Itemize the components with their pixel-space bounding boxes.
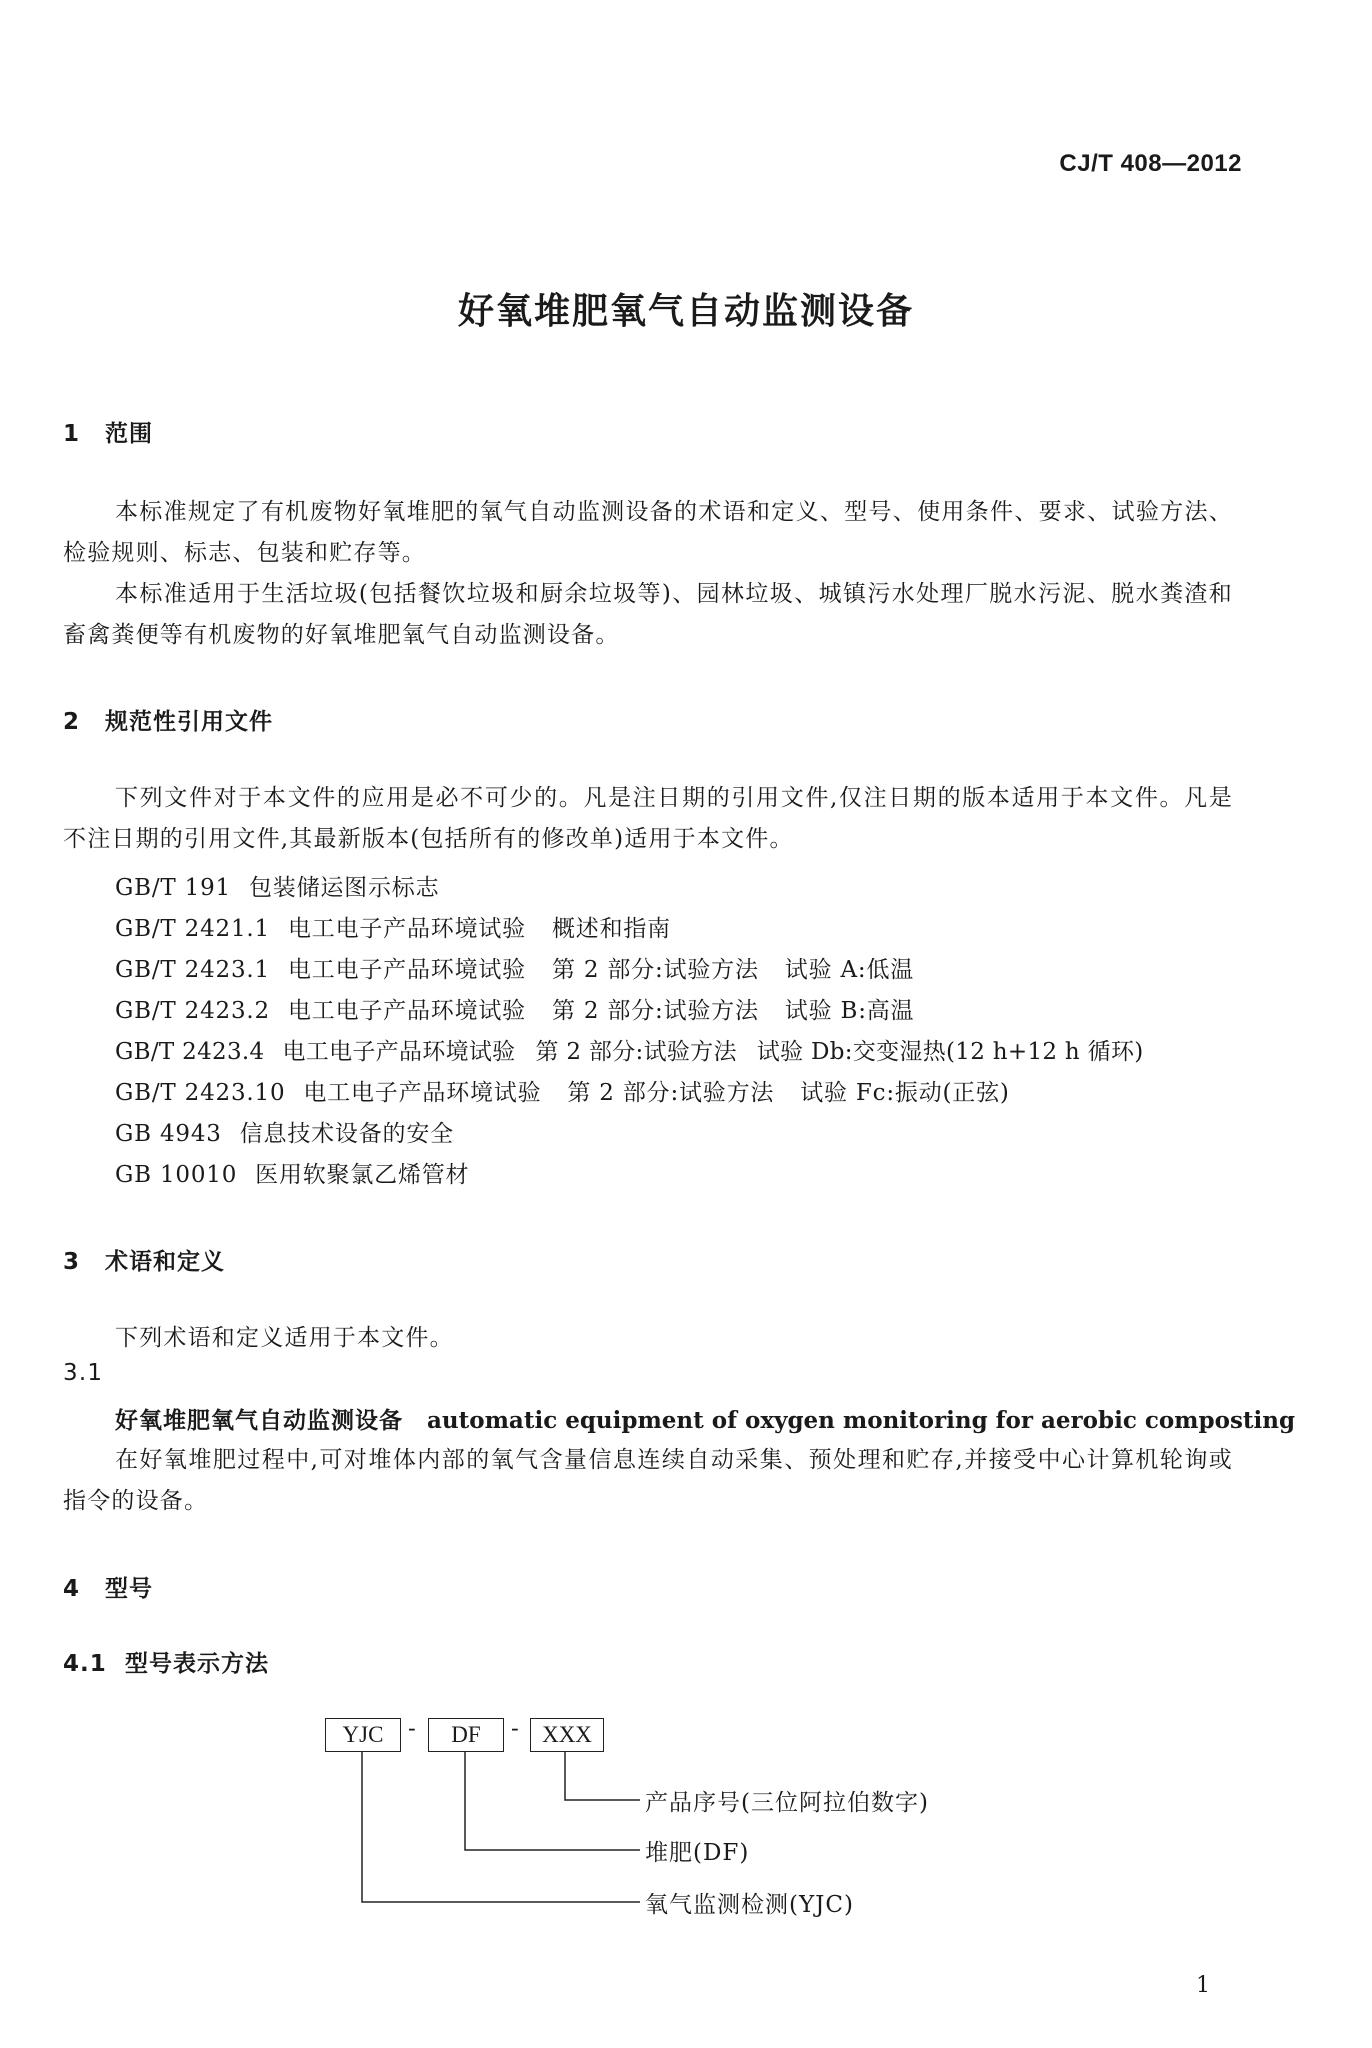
label-oxygen-monitoring: 氧气监测检测(YJC): [645, 1892, 854, 1918]
reference-method: 试验 B:高温: [784, 998, 915, 1024]
reference-code: GB/T 2421.1: [115, 916, 270, 942]
term-chinese: 好氧堆肥氧气自动监测设备: [115, 1408, 403, 1434]
standard-code: CJ/T 408—2012: [1059, 150, 1242, 177]
section-title: 型号: [105, 1576, 153, 1602]
label-product-serial: 产品序号(三位阿拉伯数字): [645, 1790, 929, 1816]
reference-title: 电工电子产品环境试验: [287, 998, 526, 1024]
designation-box-df: DF: [428, 1718, 504, 1752]
terms-intro: 下列术语和定义适用于本文件。: [115, 1325, 454, 1351]
section-title: 范围: [105, 421, 153, 447]
page-number: 1: [1196, 1973, 1210, 1998]
reference-code: GB/T 2423.1: [115, 957, 270, 983]
reference-part: 第 2 部分:试验方法: [551, 957, 759, 983]
paragraph: 本标准适用于生活垃圾(包括餐饮垃圾和厨余垃圾等)、园林垃圾、城镇污水处理厂脱水污泥、脱水粪渣和畜禽粪便等有机废物的好氧堆肥氧气自动监测设备。: [63, 581, 1233, 648]
subsection-title: 型号表示方法: [125, 1651, 269, 1677]
reference-code: GB/T 2423.10: [115, 1080, 286, 1106]
reference-code: GB/T 2423.4: [115, 1039, 265, 1065]
reference-code: GB 10010: [115, 1162, 238, 1188]
reference-part: 第 2 部分:试验方法: [567, 1080, 775, 1106]
section-number: 1: [63, 421, 81, 447]
reference-part: 第 2 部分:试验方法: [535, 1039, 737, 1065]
reference-title: 电工电子产品环境试验: [303, 1080, 542, 1106]
section-title: 规范性引用文件: [105, 709, 273, 735]
paragraph: 本标准规定了有机废物好氧堆肥的氧气自动监测设备的术语和定义、型号、使用条件、要求、试验方法、检验规则、标志、包装和贮存等。: [63, 499, 1233, 566]
subsection-number: 3.1: [63, 1360, 104, 1386]
designation-box-yjc: YJC: [325, 1718, 401, 1752]
section-number: 2: [63, 709, 81, 735]
reference-method: 试验 Fc:振动(正弦): [800, 1080, 1010, 1106]
reference-title: 包装储运图示标志: [248, 875, 440, 901]
term-english: automatic equipment of oxygen monitoring for aerobic composting: [427, 1407, 1296, 1434]
reference-title: 电工电子产品环境试验: [287, 957, 526, 983]
reference-title: 信息技术设备的安全: [239, 1121, 454, 1147]
reference-method: 试验 Db:交变湿热(12 h+12 h 循环): [756, 1039, 1144, 1065]
connector-line: [465, 1752, 640, 1850]
section-number: 4: [63, 1576, 81, 1602]
document-title: 好氧堆肥氧气自动监测设备: [457, 291, 914, 332]
designation-box-xxx: XXX: [530, 1718, 604, 1752]
section-title: 术语和定义: [105, 1249, 225, 1275]
connector-line: [565, 1752, 640, 1800]
designation-separator: -: [408, 1716, 416, 1742]
reference-title: 医用软聚氯乙烯管材: [255, 1162, 470, 1188]
reference-part: 概述和指南: [551, 916, 671, 942]
reference-title: 电工电子产品环境试验: [282, 1039, 516, 1065]
reference-title: 电工电子产品环境试验: [287, 916, 526, 942]
label-compost: 堆肥(DF): [645, 1840, 750, 1866]
reference-part: 第 2 部分:试验方法: [551, 998, 759, 1024]
paragraph: 下列文件对于本文件的应用是必不可少的。凡是注日期的引用文件,仅注日期的版本适用于本文件。凡是不注日期的引用文件,其最新版本(包括所有的修改单)适用于本文件。: [63, 785, 1233, 852]
reference-code: GB/T 2423.2: [115, 998, 270, 1024]
connector-line: [362, 1752, 640, 1902]
designation-separator: -: [511, 1716, 519, 1742]
reference-code: GB 4943: [115, 1121, 222, 1147]
reference-method: 试验 A:低温: [784, 957, 915, 983]
term-definition: 在好氧堆肥过程中,可对堆体内部的氧气含量信息连续自动采集、预处理和贮存,并接受中心计算机轮询或指令的设备。: [63, 1447, 1233, 1514]
section-number: 3: [63, 1249, 81, 1275]
subsection-number: 4.1: [63, 1651, 107, 1677]
reference-code: GB/T 191: [115, 875, 231, 901]
